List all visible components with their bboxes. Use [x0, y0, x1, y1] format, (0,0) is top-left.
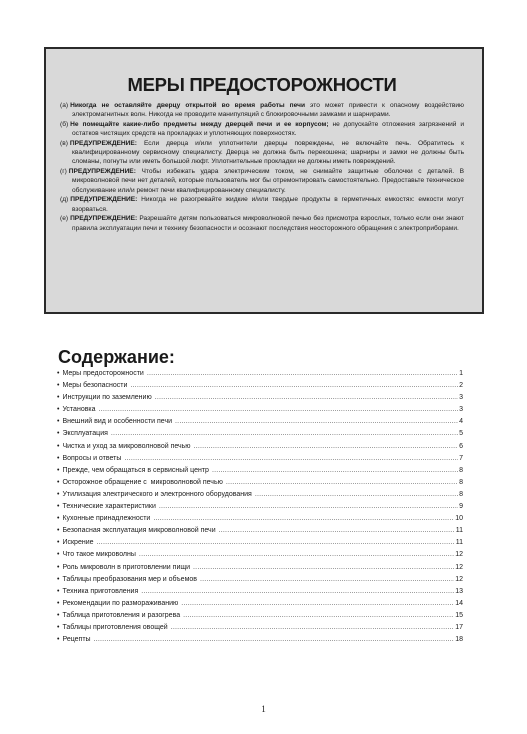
toc-item[interactable]	[57, 501, 463, 513]
toc-item[interactable]	[57, 562, 463, 574]
toc-item-label: Роль микроволн в приготовлении пищи	[62, 563, 191, 571]
precautions-box	[44, 47, 484, 314]
dot-leader	[141, 586, 454, 598]
toc-item-page: 1	[459, 370, 463, 377]
dot-leader	[99, 404, 459, 416]
dot-leader	[111, 428, 458, 440]
toc-item-label: Меры безопасности	[62, 382, 128, 390]
toc-item[interactable]	[57, 513, 463, 525]
toc-item[interactable]	[57, 392, 463, 404]
precaution-item-g: (г) ПРЕДУПРЕЖДЕНИЕ: Чтобы избежать удара электрическим током, не снимайте защитные оболочки с деталей. В микроволновой печи нет деталей, которые пользователь мог бы отремонтировать самостоятельно. Предоставьте техническое обслуживание или/и ремонт печи квалифицированному специалисту.	[60, 168, 464, 194]
bullet-icon: •	[57, 599, 60, 607]
toc-item-label: Рецепты	[62, 636, 91, 644]
bullet-icon: •	[57, 587, 60, 595]
toc-item[interactable]	[57, 525, 463, 537]
toc-item[interactable]	[57, 574, 463, 586]
dot-leader	[171, 622, 455, 634]
toc-item[interactable]	[57, 380, 463, 392]
dot-leader	[212, 465, 458, 477]
toc-item-page: 5	[459, 430, 463, 438]
toc-item[interactable]	[57, 477, 463, 489]
toc-item[interactable]	[57, 441, 463, 453]
dot-leader	[97, 537, 455, 549]
toc-title: Содержание:	[58, 347, 175, 367]
toc-item-label: Таблицы преобразования мер и объемов	[62, 575, 197, 583]
toc-item-page: 3	[459, 406, 463, 414]
bullet-icon: •	[57, 636, 60, 644]
dot-leader	[155, 392, 458, 404]
toc-item-label: Установка	[62, 406, 96, 414]
dot-leader	[200, 574, 454, 586]
toc-item-page: 11	[455, 527, 463, 535]
toc-item-label: Чистка и уход за микроволновой печью	[62, 442, 191, 450]
bullet-icon: •	[57, 466, 60, 474]
toc-item[interactable]	[57, 537, 463, 549]
bullet-icon: •	[57, 611, 60, 619]
toc-item[interactable]	[57, 428, 463, 440]
bullet-icon: •	[57, 539, 60, 547]
bullet-icon: •	[57, 623, 60, 631]
bullet-icon: •	[57, 575, 60, 583]
bullet-icon: •	[57, 394, 60, 402]
toc-item-page: 17	[455, 623, 463, 631]
toc-item-page: 4	[459, 418, 463, 426]
bullet-icon: •	[57, 527, 60, 535]
dot-leader	[175, 416, 458, 428]
toc-item-label: Искрение	[62, 539, 94, 547]
toc-item-label: Таблица приготовления и разогрева	[62, 611, 181, 619]
toc-item-label: Прежде, чем обращаться в сервисный центр	[62, 466, 209, 474]
bullet-icon: •	[57, 551, 60, 559]
toc-item-label: Безопасная эксплуатация микроволновой печи	[62, 527, 216, 535]
toc-item-page: 8	[459, 466, 463, 474]
toc-item-page: 15	[455, 611, 463, 619]
bullet-icon: •	[57, 442, 60, 450]
toc-item-page: 10	[455, 515, 463, 523]
bullet-icon: •	[57, 490, 60, 498]
dot-leader	[183, 610, 454, 622]
precautions-title: МЕРЫ ПРЕДОСТОРОЖНОСТИ	[127, 74, 397, 95]
toc-item[interactable]	[57, 453, 463, 465]
toc-item-page: 18	[455, 636, 463, 644]
dot-leader	[94, 634, 455, 646]
toc-item-page: 3	[459, 394, 463, 402]
toc-item-label: Эксплуатация	[62, 430, 108, 438]
toc-item[interactable]	[57, 610, 463, 622]
toc-item[interactable]	[57, 598, 463, 610]
toc-item-label: Инструкции по заземлению	[62, 394, 152, 402]
toc-item[interactable]	[57, 368, 463, 380]
precaution-item-b: (б) Не помещайте какие-либо предметы между дверцей печи и ее корпусом; не допускайте отложения загрязнений и остатков чистящих средств на прокладках и уплотняющих поверхностях.	[60, 121, 465, 138]
page-number: 1	[261, 704, 266, 714]
dot-leader	[219, 525, 455, 537]
toc-item[interactable]	[57, 549, 463, 561]
toc-item-label: Рекомендации по размораживанию	[62, 599, 179, 607]
bullet-icon: •	[57, 503, 60, 511]
toc-item-page: 8	[459, 478, 463, 486]
dot-leader	[124, 453, 458, 465]
toc-item[interactable]	[57, 489, 463, 501]
toc-item-page: 12	[455, 575, 463, 583]
toc-item-page: 13	[455, 587, 463, 595]
dot-leader	[139, 549, 454, 561]
bullet-icon: •	[57, 454, 60, 462]
toc-item-label: Техника приготовления	[62, 587, 139, 595]
toc-item[interactable]	[57, 622, 463, 634]
toc-item-label: Что такое микроволны	[62, 551, 136, 559]
table-of-contents	[57, 368, 463, 646]
bullet-icon: •	[57, 478, 60, 486]
dot-leader	[194, 441, 459, 453]
toc-item-page: 14	[455, 599, 463, 607]
dot-leader	[130, 380, 458, 392]
toc-item[interactable]	[57, 586, 463, 598]
precaution-item-d: (д) ПРЕДУПРЕЖДЕНИЕ: Никогда не разогревайте жидкие и/или твердые продукты в герметичных емкостях: емкости могут взорваться.	[60, 196, 464, 213]
dot-leader	[226, 477, 458, 489]
toc-item-page: 2	[459, 382, 463, 390]
toc-item[interactable]	[57, 416, 463, 428]
toc-item-label: Таблицы приготовления овощей	[62, 623, 168, 631]
toc-item[interactable]	[57, 634, 463, 646]
toc-item-label: Утилизация электрического и электронного оборудования	[62, 490, 252, 498]
toc-item-label: Внешний вид и особенности печи	[62, 418, 173, 426]
precaution-item-a: (а) Никогда не оставляйте дверцу открытой во время работы печи это может привести к опасному воздействию электромагнитных волн. Никогда не проводите манипуляций с блокировочными замками и шарнирами.	[60, 102, 464, 119]
toc-item-label: Кухонные принадлежности	[62, 515, 151, 523]
toc-item-page: 8	[459, 490, 463, 498]
toc-item-page: 6	[459, 442, 463, 450]
dot-leader	[193, 562, 454, 574]
dot-leader	[147, 368, 458, 380]
bullet-icon: •	[57, 370, 60, 377]
toc-item-page: 9	[459, 503, 463, 511]
toc-item-page: 12	[455, 551, 463, 559]
toc-item[interactable]	[57, 465, 463, 477]
bullet-icon: •	[57, 382, 60, 390]
precaution-item-e: (е) ПРЕДУПРЕЖДЕНИЕ: Разрешайте детям пользоваться микроволновой печью без присмотра взрослых, только если они знают правила эксплуатации печи и технику безопасности и осознают последствия неосторожного обращения с электроприборами.	[60, 215, 464, 232]
toc-item-page: 7	[459, 454, 463, 462]
toc-item-label: Осторожное обращение с микроволновой печью	[62, 478, 223, 486]
dot-leader	[181, 598, 454, 610]
bullet-icon: •	[57, 418, 60, 426]
bullet-icon: •	[57, 430, 60, 438]
bullet-icon: •	[57, 406, 60, 414]
bullet-icon: •	[57, 563, 60, 571]
dot-leader	[153, 513, 454, 525]
toc-item-label: Технические характеристики	[62, 503, 156, 511]
bullet-icon: •	[57, 515, 60, 523]
dot-leader	[255, 489, 458, 501]
toc-item[interactable]	[57, 404, 463, 416]
toc-item-page: 12	[455, 563, 463, 571]
toc-item-label: Вопросы и ответы	[62, 454, 122, 462]
toc-item-page: 11	[455, 539, 463, 547]
toc-item-label: Меры предосторожности	[62, 370, 144, 377]
dot-leader	[159, 501, 458, 513]
precaution-item-v: (в) ПРЕДУПРЕЖДЕНИЕ: Если дверца и/или уплотнители дверцы повреждены, не включайте печь. Обратитесь к квалифицированному сервисному специалисту. Дверца не должна быть перекошена; шарниры и замки не должны быть сломаны, погнуты или иметь большой люфт. Уплотнительные прокладки не должны иметь повреждений.	[60, 140, 464, 166]
